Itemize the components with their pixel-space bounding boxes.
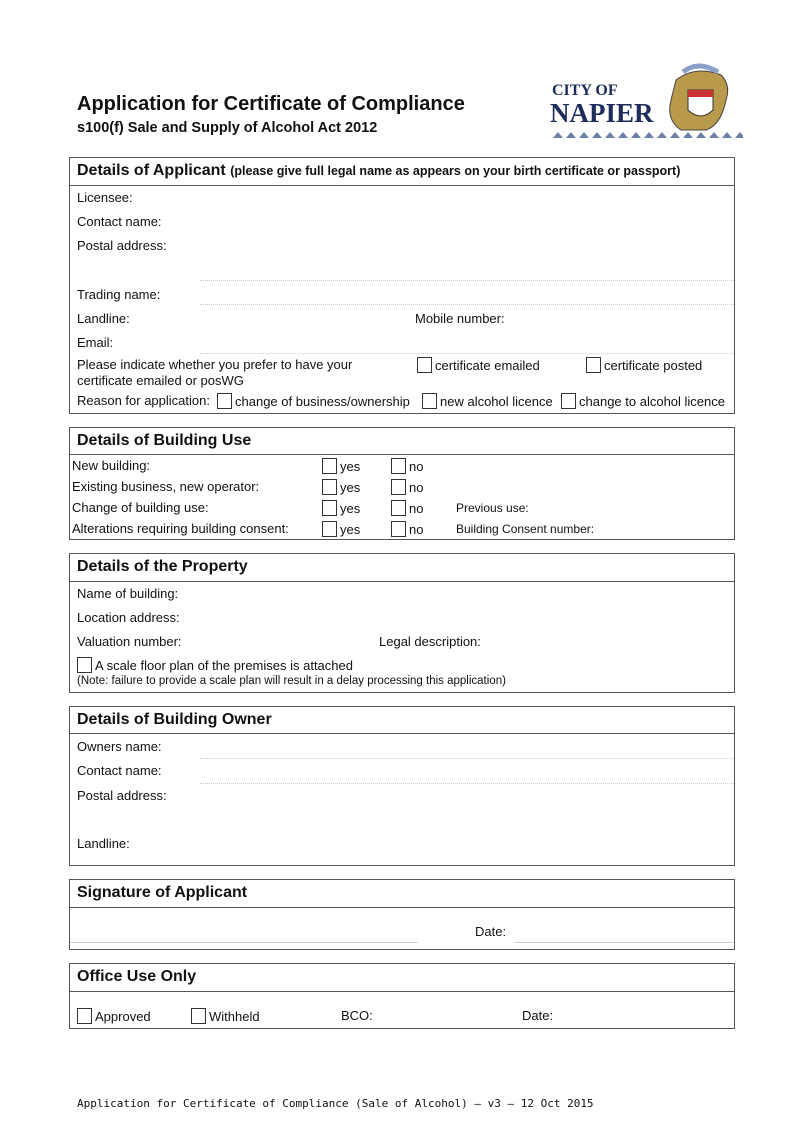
withheld-checkbox[interactable] bbox=[191, 1008, 260, 1024]
footer-text: Application for Certificate of Compliance (Sale of Alcohol) – v3 – 12 Oct 2015 bbox=[77, 1097, 594, 1110]
checkbox-icon[interactable] bbox=[417, 357, 432, 373]
checkbox-icon[interactable] bbox=[322, 479, 337, 495]
section-heading: Office Use Only bbox=[70, 964, 734, 992]
field-line[interactable] bbox=[200, 353, 734, 354]
field-line[interactable] bbox=[200, 783, 734, 784]
building-name-label: Name of building: bbox=[77, 586, 179, 601]
checkbox-icon[interactable] bbox=[422, 393, 437, 409]
section-heading: Details of the Property bbox=[70, 554, 734, 582]
trading-name-label: Trading name: bbox=[77, 287, 161, 302]
building-use-section bbox=[69, 427, 735, 540]
svg-text:CITY OF: CITY OF bbox=[552, 82, 618, 99]
option-label: yes bbox=[340, 501, 361, 516]
checkbox-icon[interactable] bbox=[191, 1008, 206, 1024]
field-line[interactable] bbox=[200, 758, 734, 759]
valuation-label: Valuation number: bbox=[77, 634, 182, 649]
property-section bbox=[69, 553, 735, 693]
option-label: certificate emailed bbox=[435, 358, 540, 373]
mobile-label: Mobile number: bbox=[415, 311, 505, 326]
office-date-label: Date: bbox=[522, 1008, 554, 1023]
certificate-posted-checkbox[interactable] bbox=[586, 357, 702, 373]
reason-change-licence-checkbox[interactable] bbox=[561, 393, 725, 409]
option-label: Approved bbox=[95, 1009, 151, 1024]
floor-plan-note: (Note: failure to provide a scale plan will result in a delay processing this application) bbox=[77, 675, 506, 687]
option-label: certificate posted bbox=[604, 358, 703, 373]
section-heading: Details of Applicant (please give full legal name as appears on your birth certificate or passport) bbox=[70, 158, 734, 186]
reason-new-licence-checkbox[interactable] bbox=[422, 393, 553, 409]
contact-name-label: Contact name: bbox=[77, 214, 162, 229]
signature-section bbox=[69, 879, 735, 950]
section-heading: Signature of Applicant bbox=[70, 880, 734, 908]
yes-checkbox[interactable] bbox=[322, 521, 360, 537]
yes-checkbox[interactable] bbox=[322, 458, 360, 474]
applicant-section bbox=[69, 157, 735, 414]
option-label: change of business/ownership bbox=[235, 394, 410, 409]
reason-label: Reason for application: bbox=[77, 393, 210, 408]
svg-text:NAPIER: NAPIER bbox=[550, 98, 654, 128]
option-label: yes bbox=[340, 480, 361, 495]
legal-description-label: Legal description: bbox=[379, 634, 481, 649]
checkbox-icon[interactable] bbox=[217, 393, 232, 409]
checkbox-icon[interactable] bbox=[561, 393, 576, 409]
option-label: new alcohol licence bbox=[440, 394, 553, 409]
date-line[interactable] bbox=[514, 942, 734, 943]
field-line[interactable] bbox=[200, 304, 734, 305]
page-title: Application for Certificate of Compliance bbox=[77, 93, 465, 115]
option-label: no bbox=[409, 459, 424, 474]
reason-change-business-checkbox[interactable] bbox=[217, 393, 410, 409]
option-label: yes bbox=[340, 522, 361, 537]
office-use-section bbox=[69, 963, 735, 1029]
checkbox-icon[interactable] bbox=[391, 500, 406, 516]
signature-line[interactable] bbox=[70, 942, 418, 943]
certificate-emailed-checkbox[interactable] bbox=[417, 357, 540, 373]
page-subtitle: s100(f) Sale and Supply of Alcohol Act 2012 bbox=[77, 120, 378, 136]
no-checkbox[interactable] bbox=[391, 479, 423, 495]
napier-logo bbox=[548, 60, 743, 145]
option-label: yes bbox=[340, 459, 361, 474]
signature-date-label: Date: bbox=[475, 924, 507, 939]
floor-plan-checkbox[interactable] bbox=[77, 657, 353, 673]
owner-landline-label: Landline: bbox=[77, 836, 130, 851]
approved-checkbox[interactable] bbox=[77, 1008, 151, 1024]
checkbox-icon[interactable] bbox=[586, 357, 601, 373]
checkbox-icon[interactable] bbox=[322, 500, 337, 516]
owner-name-label: Owners name: bbox=[77, 739, 162, 754]
yes-checkbox[interactable] bbox=[322, 479, 360, 495]
option-label: no bbox=[409, 480, 424, 495]
building-use-extra-label: Previous use: bbox=[456, 501, 529, 515]
location-label: Location address: bbox=[77, 610, 180, 625]
section-heading: Details of Building Owner bbox=[70, 707, 734, 734]
option-label: A scale floor plan of the premises is attached bbox=[95, 658, 353, 673]
yes-checkbox[interactable] bbox=[322, 500, 360, 516]
no-checkbox[interactable] bbox=[391, 458, 423, 474]
bco-label: BCO: bbox=[341, 1008, 373, 1023]
option-label: no bbox=[409, 501, 424, 516]
owner-postal-label: Postal address: bbox=[77, 788, 167, 803]
field-line[interactable] bbox=[200, 280, 734, 281]
no-checkbox[interactable] bbox=[391, 521, 423, 537]
checkbox-icon[interactable] bbox=[77, 657, 92, 673]
prefer-text: Please indicate whether you prefer to have your bbox=[77, 357, 353, 372]
checkbox-icon[interactable] bbox=[391, 521, 406, 537]
licensee-label: Licensee: bbox=[77, 190, 133, 205]
landline-label: Landline: bbox=[77, 311, 130, 326]
option-label: no bbox=[409, 522, 424, 537]
owner-section bbox=[69, 706, 735, 866]
option-label: Withheld bbox=[209, 1009, 260, 1024]
no-checkbox[interactable] bbox=[391, 500, 423, 516]
postal-address-label: Postal address: bbox=[77, 238, 167, 253]
option-label: change to alcohol licence bbox=[579, 394, 725, 409]
building-use-label: New building: bbox=[72, 458, 151, 473]
prefer-text: certificate emailed or posWG bbox=[77, 373, 244, 388]
owner-contact-label: Contact name: bbox=[77, 763, 162, 778]
checkbox-icon[interactable] bbox=[391, 479, 406, 495]
checkbox-icon[interactable] bbox=[322, 458, 337, 474]
building-use-label: Alterations requiring building consent: bbox=[72, 521, 289, 536]
building-use-label: Change of building use: bbox=[72, 500, 209, 515]
building-use-label: Existing business, new operator: bbox=[72, 479, 260, 494]
checkbox-icon[interactable] bbox=[391, 458, 406, 474]
checkbox-icon[interactable] bbox=[77, 1008, 92, 1024]
checkbox-icon[interactable] bbox=[322, 521, 337, 537]
email-label: Email: bbox=[77, 335, 114, 350]
section-heading: Details of Building Use bbox=[70, 428, 734, 455]
building-use-extra-label: Building Consent number: bbox=[456, 522, 595, 536]
